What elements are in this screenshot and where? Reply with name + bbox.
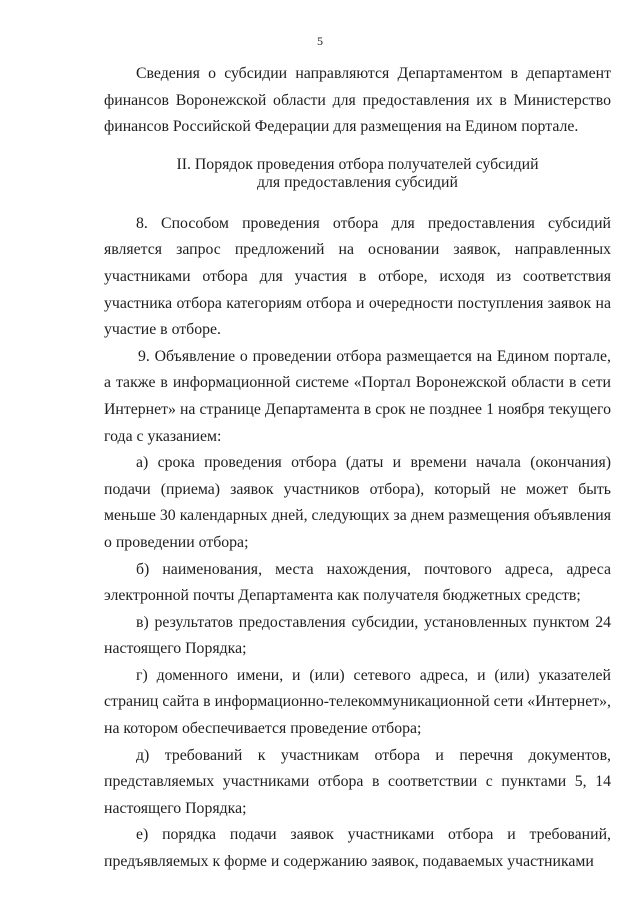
spacer	[104, 141, 611, 156]
list-item-a: а) срока проведения отбора (даты и времени начала (окончания) подачи (приема) заявок участников отбора), который не может быть меньше 30 календарных дней, следующих за днем размещения объявления о проведении отбора;	[104, 454, 611, 551]
list-item-g: г) доменного имени, и (или) сетевого адреса, и (или) указателей страниц сайта в информационно-телекоммуникационной сети «Интернет», на котором обеспечивается проведение отбора;	[104, 666, 611, 738]
list-item-b: б) наименования, места нахождения, почтового адреса, адреса электронной почты Департамента как получателя бюджетных средств;	[104, 560, 611, 605]
list-item-e: е) порядка подачи заявок участниками отбора и требований, предъявляемых к форме и содержанию заявок, подаваемых участниками	[104, 826, 611, 871]
spacer	[104, 192, 611, 211]
list-item-d: д) требований к участникам отбора и перечня документов, представляемых участниками отбора в соответствии с пунктами 5, 14 настоящего Порядка;	[104, 746, 611, 817]
paragraph-9: 9. Объявление о проведении отбора размещается на Едином портале, а также в информационной системе «Портал Воронежской области в сети Интернет» на странице Департамента в срок не позднее 1 ноября текущего года с указанием:	[104, 347, 611, 445]
list-item-v: в) результатов предоставления субсидии, установленных пунктом 24 настоящего Порядка;	[104, 613, 611, 658]
document-body	[104, 61, 611, 876]
section-heading-line-2: для предоставления субсидий	[257, 173, 458, 191]
page-number: 5	[317, 34, 323, 48]
section-heading	[104, 156, 611, 192]
section-heading-line-1: II. Порядок проведения отбора получателей субсидий	[176, 155, 539, 173]
paragraph-8: 8. Способом проведения отбора для предоставления субсидий является запрос предложений на основании заявок, направленных участниками отбора для участия в отборе, исходя из соответствия участника отбора категориям отбора и очередности поступления заявок на участие в отборе.	[104, 214, 611, 339]
intro-paragraph: Сведения о субсидии направляются Департаментом в департамент финансов Воронежской области для предоставления их в Министерство финансов Российской Федерации для размещения на Едином портале.	[104, 65, 611, 136]
